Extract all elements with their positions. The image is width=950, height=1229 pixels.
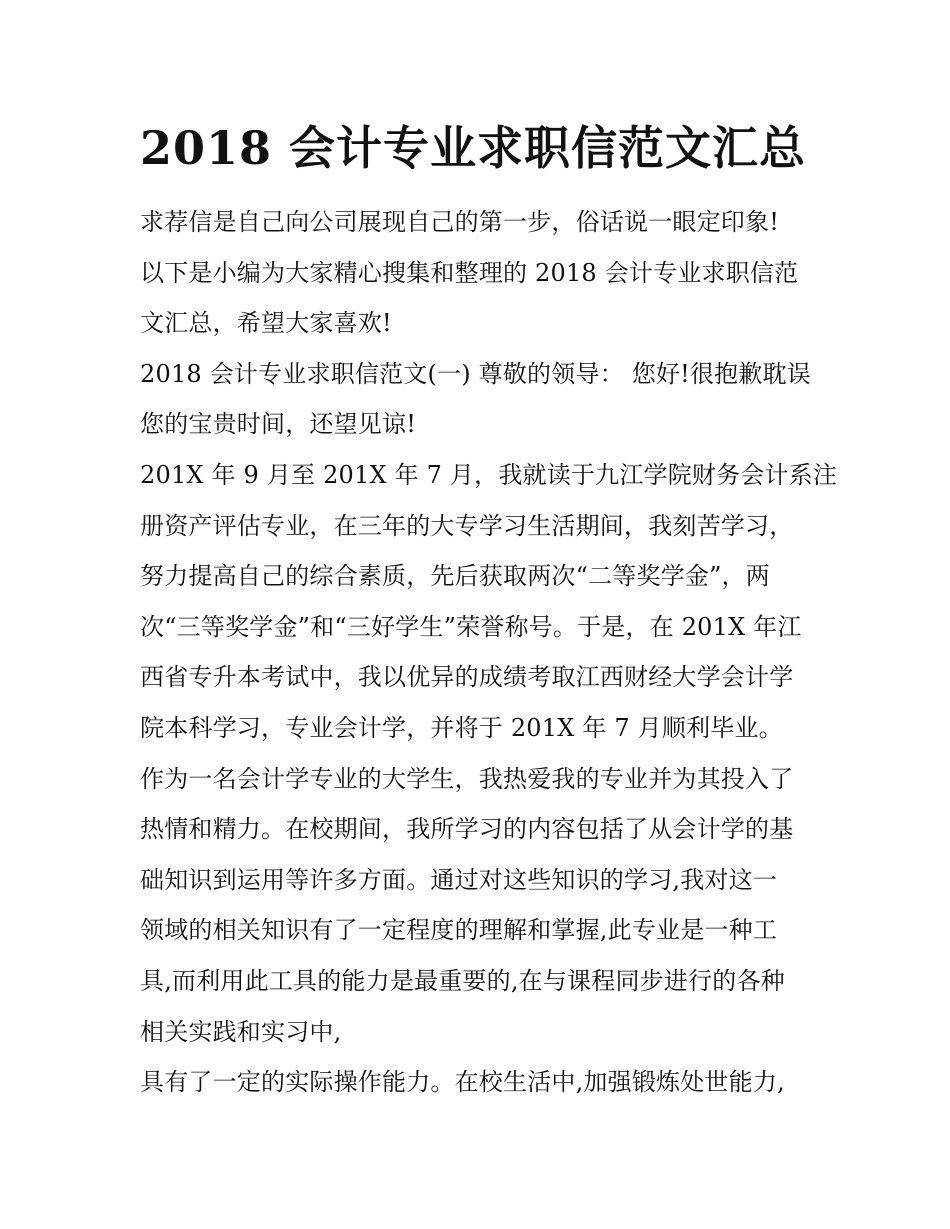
- text-line: 院本科学习，专业会计学，并将于 201X 年 7 月顺利毕业。: [140, 713, 783, 742]
- text-line: 201X 年 9 月至 201X 年 7 月，我就读于九江学院财务会计系注: [140, 460, 838, 489]
- text-line: 以下是小编为大家精心搜集和整理的 2018 会计专业求职信范: [140, 258, 799, 287]
- text-line: 西省专升本考试中，我以优异的成绩考取江西财经大学会计学: [140, 663, 794, 692]
- text-line: 础知识到运用等许多方面。通过对这些知识的学习,我对这一: [140, 865, 778, 894]
- text-line: 相关实践和实习中,: [140, 1017, 342, 1046]
- document-title: 2018 会计专业求职信范文汇总: [140, 121, 807, 175]
- text-line: 2018 会计专业求职信范文(一) 尊敬的领导： 您好!很抱歉耽误: [140, 359, 811, 388]
- text-line: 您的宝贵时间，还望见谅!: [140, 410, 417, 439]
- paragraph-education: [140, 450, 838, 754]
- text-line: 册资产评估专业，在三年的大专学习生活期间，我刻苦学习，: [140, 511, 794, 540]
- paragraph-intro: [140, 197, 820, 349]
- text-line: 热情和精力。在校期间，我所学习的内容包括了从会计学的基: [140, 815, 794, 844]
- document-body: [140, 197, 838, 1108]
- text-line: 求荐信是自己向公司展现自己的第一步，俗话说一眼定印象!: [140, 208, 780, 236]
- paragraph-practice: [140, 1057, 820, 1108]
- text-line: 领域的相关知识有了一定程度的理解和掌握,此专业是一种工: [140, 916, 778, 945]
- paragraph-major: [140, 754, 820, 1058]
- paragraph-greeting: [140, 349, 820, 450]
- text-line: 具,而利用此工具的能力是最重要的,在与课程同步进行的各种: [140, 966, 785, 995]
- text-line: 次“三等奖学金”和“三好学生”荣誉称号。于是，在 201X 年江: [140, 612, 802, 641]
- text-line: 文汇总，希望大家喜欢!: [140, 309, 392, 338]
- text-line: 努力提高自己的综合素质，先后获取两次“二等奖学金”，两: [140, 562, 770, 591]
- text-line: 具有了一定的实际操作能力。在校生活中,加强锻炼处世能力,: [140, 1068, 785, 1097]
- text-line: 作为一名会计学专业的大学生，我热爱我的专业并为其投入了: [140, 764, 794, 793]
